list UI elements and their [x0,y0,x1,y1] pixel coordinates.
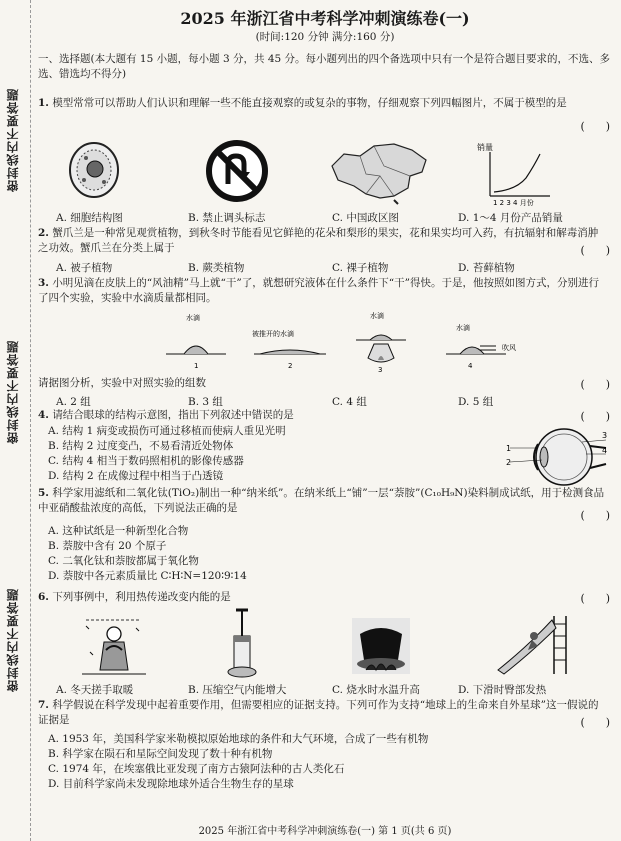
question-number: 3. [38,277,49,289]
seal-line-label-middle: 密封线内不要答题 [6,340,20,444]
slide-figure [492,612,576,678]
exam-time-score: (时间:120 分钟 满分:160 分) [255,31,395,43]
eyeball-structure-figure [506,424,610,490]
option-b[interactable]: B. 蕨类植物 [188,262,245,274]
no-u-turn-sign-figure [206,140,268,202]
answer-bracket[interactable]: ( ) [580,378,610,391]
eye-label-1: 1 [506,444,512,453]
eye-label-4: 4 [602,446,608,455]
answer-bracket[interactable]: ( ) [580,244,610,257]
option-d[interactable]: D. 1～4 月份产品销量 [458,212,563,224]
option-d[interactable]: D. 5 组 [458,396,494,408]
option-b[interactable]: B. 结构 2 过度变凸，不易看清近处物体 [48,440,234,452]
rubbing-hands-figure [80,612,150,678]
question-number: 4. [38,409,49,421]
option-d[interactable]: D. 目前科学家尚未发现除地球外适合生物生存的星球 [48,778,294,790]
option-d[interactable]: D. 结构 2 在成像过程中相当于凸透镜 [48,470,224,482]
fig-label-blow: 吹风 [502,344,516,352]
question-5 [38,486,608,516]
option-b[interactable]: B. 压缩空气内能增大 [188,684,287,696]
option-c[interactable]: C. 裸子植物 [332,262,389,274]
question-number: 7. [38,699,49,711]
fig-number-3: 3 [378,366,383,374]
question-3 [38,276,608,306]
option-c[interactable]: C. 中国政区图 [332,212,399,224]
question-1 [38,96,608,111]
question-stem: 模型常常可以帮助人们认识和理解一些不能直接观察的或复杂的事物，仔细观察下列四幅图片，不属于模型的是 [52,97,567,109]
answer-bracket[interactable]: ( ) [580,509,610,522]
option-a[interactable]: A. 2 组 [56,396,91,408]
option-c[interactable]: C. 1974 年，在埃塞俄比亚发现了南方古猿阿法种的古人类化石 [48,763,345,775]
cell-structure-figure [64,138,124,202]
question-stem: 科学家用滤纸和二氧化钛(TiO₂)制出一种“纳米纸”。在纳米纸上“铺”一层“萘胺”(C₁₀H₉N)染料制成试纸，用于检测食品中亚硝酸盐浓度的高低，下列说法正确的是 [38,487,605,514]
boiling-water-figure [346,612,416,678]
question-stem: 请结合眼球的结构示意图，指出下列叙述中错误的是 [52,409,294,421]
question-stem: 小明见滴在皮肤上的“风油精”马上就“干”了，就想研究液体在什么条件下“干”得快。于是，他按照如图方式，分别进行了四个实验，实验中水滴质量都相同。 [38,277,600,304]
question-7 [38,698,608,728]
eye-label-2: 2 [506,458,512,467]
fig-label-drop-3: 水滴 [370,312,384,320]
option-d[interactable]: D. 下滑时臀部发热 [458,684,547,696]
graph-y-label: 销量 [477,143,493,152]
question-number: 2. [38,227,49,239]
option-c[interactable]: C. 4 组 [332,396,367,408]
question-2 [38,226,608,256]
question-number: 6. [38,591,49,603]
option-b[interactable]: B. 萘胺中含有 20 个原子 [48,540,167,552]
fig-label-drop-1: 水滴 [186,314,200,322]
option-c[interactable]: C. 结构 4 相当于数码照相机的影像传感器 [48,455,244,467]
answer-bracket[interactable]: ( ) [580,716,610,729]
section-intro: 一、选择题(本大题有 15 小题，每小题 3 分，共 45 分。每小题列出的四个备选项中只有一个是符合题目要求的，不选、多选、错选均不得分) [38,53,611,80]
question-stem: 科学假说在科学发现中起着重要作用，但需要相应的证据支持。下列可作为支持“地球上的生命来自外星球”这一假说的证据是 [38,699,599,726]
option-a[interactable]: A. 冬天搓手取暖 [56,684,134,696]
eye-label-3: 3 [602,431,608,440]
question-6 [38,590,608,605]
page-title: 2025 年浙江省中考科学冲刺演练卷(一) [180,9,470,28]
option-d[interactable]: D. 萘胺中各元素质量比 C∶H∶N=120∶9∶14 [48,570,247,582]
option-b[interactable]: B. 3 组 [188,396,223,408]
water-drop-experiment-figure [156,310,546,374]
fig-number-1: 1 [194,362,199,370]
option-a[interactable]: A. 细胞结构图 [56,212,123,224]
option-a[interactable]: A. 被子植物 [56,262,113,274]
option-b[interactable]: B. 禁止调头标志 [188,212,266,224]
question-3-prompt: 请据图分析，实验中对照实验的组数 [38,377,206,389]
option-c[interactable]: C. 烧水时水温升高 [332,684,420,696]
fig-label-drop-4: 水滴 [456,324,470,332]
option-a[interactable]: A. 1953 年，美国科学家米勒模拟原始地球的条件和大气环境，合成了一些有机物 [48,733,429,745]
question-number: 5. [38,487,49,499]
page-footer: 2025 年浙江省中考科学冲刺演练卷(一) 第 1 页(共 6 页) [198,826,452,837]
seal-line-label-top: 密封线内不要答题 [6,88,20,192]
option-d[interactable]: D. 苔藓植物 [458,262,515,274]
question-number: 1. [38,97,49,109]
air-pump-figure [222,606,262,682]
question-4 [38,408,508,423]
answer-bracket[interactable]: ( ) [580,120,610,133]
fig-number-2: 2 [288,362,293,370]
option-a[interactable]: A. 结构 1 病变或损伤可通过移植而使病人重见光明 [48,425,286,437]
fig-number-4: 4 [468,362,473,370]
answer-bracket[interactable]: ( ) [580,410,610,423]
china-map-figure [324,136,434,206]
question-stem: 下列事例中，利用热传递改变内能的是 [52,591,231,603]
option-c[interactable]: C. 二氧化钛和萘胺都属于氧化物 [48,555,199,567]
seal-line-label-bottom: 密封线内不要答题 [6,588,20,692]
option-b[interactable]: B. 科学家在陨石和星际空间发现了数十种有机物 [48,748,273,760]
question-stem: 蟹爪兰是一种常见观赏植物，到秋冬时节能看见它鲜艳的花朵和梨形的果实，花和果实均可入药，有抗辐射和解毒消肿之功效。蟹爪兰在分类上属于 [38,227,599,254]
seal-margin [0,0,31,841]
fig-label-drop-2: 被推开的水滴 [252,330,294,338]
sales-graph-figure [476,140,556,206]
graph-x-ticks: 1 2 3 4 月份 [493,199,534,206]
option-a[interactable]: A. 这种试纸是一种新型化合物 [48,525,189,537]
exam-page [36,0,614,841]
answer-bracket[interactable]: ( ) [580,592,610,605]
